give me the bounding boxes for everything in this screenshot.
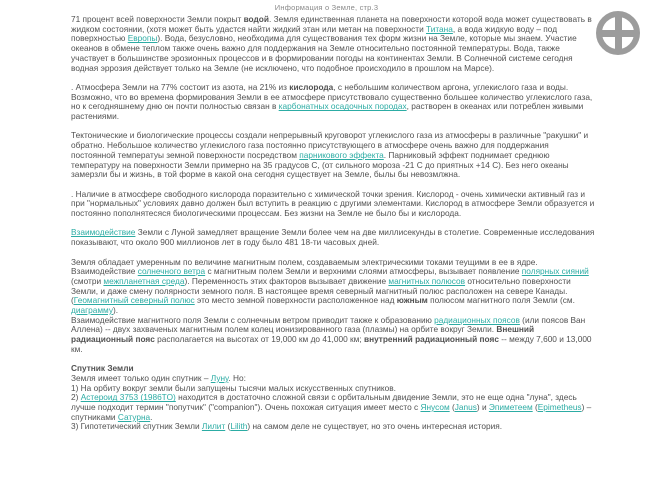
paragraph (71, 131, 595, 180)
text-run: (или поясов Ван Аллена) -- двух захваченых магнитным полем колец ионизированного газа (плазмы) на орбите вокруг Земли. (71, 314, 586, 335)
text-run: . Атмосфера Земли на 77% состоит из азота, на 21% из (71, 81, 290, 92)
text-run: располагается на высотах от 19,000 км до 41,000 км; (154, 334, 364, 345)
paragraph (71, 258, 595, 316)
text-run: ( (532, 402, 538, 413)
bold-text: кислорода (289, 81, 334, 92)
text-run: Тектонические и биологические процессы создали непрерывный круговорот углекислого газа из атмосферы в различные "ракушки" и обратно. Небольшое количество углекислого газа постоянно присутствующего в атмосфере очень важно для поддержания постоянной температуы земной поверхности посредством (71, 130, 589, 160)
hyperlink[interactable]: Европы (127, 33, 158, 44)
text-run: Земля обладает умеренным по величине магнитным полем, создаваемым электрическими токами теущими в ее в ядре. Взаимодействие (71, 256, 538, 277)
text-run: Взаимодействие магнитного поля Земли с солнечным ветром приводит также к образованию (71, 314, 435, 325)
paragraph (71, 83, 595, 122)
text-run: (смотри (71, 275, 104, 286)
bold-text: водой (243, 14, 269, 24)
hyperlink[interactable]: Epimetheus (537, 402, 582, 413)
text-run: , с небольшим количеством аргона, углекислого газа и воды. Возможно, что во времена формирования Земли в ее атмосфере присутствовало существенно большее количество углекислого газа, но к сегодняшнему дню он почти полностью связан в (71, 81, 593, 112)
text-run: 3) Гипотетический спутник Земли (71, 421, 202, 432)
text-run: ). Переменность этих факторов вызывает движение (184, 275, 389, 286)
hyperlink[interactable]: Титана (426, 23, 453, 34)
paragraph (71, 15, 595, 73)
text-run: ) и (476, 402, 489, 413)
hyperlink[interactable]: Взаимодействие (71, 227, 136, 238)
bold-text: Спутник Земли (71, 363, 134, 374)
document-body (71, 15, 595, 432)
paragraph (71, 190, 595, 219)
hyperlink[interactable]: Луну (210, 372, 229, 383)
text-run: ( (225, 421, 231, 432)
text-run: это место земной поверхности расположенное над (194, 295, 397, 306)
paragraph (71, 316, 595, 355)
paragraph (71, 422, 595, 432)
paragraph (71, 393, 595, 422)
text-run: находится в достаточно сложной связи с орбитальным двидение Земли, это не еще одна "луна", здесь лучше подходит термин "попутчик" ("companion"). Очень похожая ситуация имеет место с (71, 392, 577, 413)
text-run: ). (113, 305, 119, 316)
paragraph (71, 228, 595, 247)
text-run: Земля имеет только один спутник – (71, 372, 211, 383)
hyperlink[interactable]: диаграмму (71, 305, 113, 316)
hyperlink[interactable]: Геомагнитный северный полюс (73, 295, 195, 306)
text-run: 1) На орбиту вокруг земли были запущены тысячи малых искусственных спутников. (71, 382, 396, 393)
text-run: , растворен в океанах или потреблен живыми растениями. (71, 101, 584, 122)
text-run: -- между 7,600 и 13,000 км. (71, 334, 592, 354)
hyperlink[interactable]: Lilith (230, 421, 248, 432)
hyperlink[interactable]: парникового эффекта (299, 149, 384, 160)
hyperlink[interactable]: радиационных поясов (434, 314, 520, 325)
hyperlink[interactable]: полярных сияний (521, 266, 589, 277)
hyperlink[interactable]: карбонатных осадочных породах (278, 101, 407, 112)
earth-symbol-icon (596, 11, 640, 55)
bold-text: внутренний радиационный пояс (363, 334, 499, 345)
hyperlink[interactable]: Эпиметеем (488, 402, 533, 413)
text-run: ). Вода, безусловно, необходима для существования тех форм жизни на Земле, которые мы знаем. Участие океанов в обмене теплом также очень важно для поддержания на Земле относительно постоянной температуры. Вода, также участвует в большинстве эрозионных процессов и в формировании погоды на континентах Земли. В Солнечной системе сегодня водная эррозия действует только на Земле (не исключено, что подобное происходило в прошлом на Марсе). (71, 33, 577, 73)
hyperlink[interactable]: магнитных полюсов (388, 275, 466, 286)
hyperlink[interactable]: Янусом (420, 402, 450, 413)
text-run: , а вода жидкую воду – под поверхностью (71, 23, 558, 44)
hyperlink[interactable]: Астероид 3753 (1986TO) (80, 392, 176, 403)
text-run: . Земля единственная планета на поверхности которой вода может существовать в жидком состоянии, (хотя может быть удастся найти жидкий этан или метан на поверхности (71, 14, 592, 34)
hyperlink[interactable]: Лилит (201, 421, 226, 432)
hyperlink[interactable]: Janus (454, 402, 477, 413)
text-run: ) – спутниками (71, 402, 592, 422)
bold-text: южным (396, 295, 428, 306)
hyperlink[interactable]: межпланетная среда (103, 275, 185, 286)
text-run: . Но: (228, 372, 246, 383)
text-run: 71 процент всей поверхности Земли покрыт (71, 14, 244, 24)
text-run: . Наличие в атмосфере свободного кислорода поразительно с химической точки зрения. Кислород - очень химически активный газ и при "нормальных" условиях давно должен был вступить в реакцию с другими элементами. Кислород в атмосфере Земли образуется и постоянно пополнятесяся биологическими процессам. Без жизни на Земле не было бы и кислорода. (71, 188, 595, 219)
text-run: 2) (71, 392, 81, 403)
bold-text: Внешний радиационный пояс (71, 324, 535, 345)
earth-symbol-cross (600, 30, 636, 37)
text-run: . Парниковый эффект поднимает среднюю температуру на поверхности Земли примерно на 35 градусов С, (от сильного мороза -21 С до приятных +14 С). Без него океаны замерзли бы и жизнь, в той форме в какой она сегодня существует на Земле, былы бы невозмлжна. (71, 149, 569, 180)
text-run: . (150, 411, 153, 422)
hyperlink[interactable]: Сатурна (117, 411, 151, 422)
text-run: относительно поверхности Земли, и даже смену полярности земного поля. В настоящее время северный магнитный полюс расположен на севере Канады. ( (71, 275, 571, 306)
text-run: ( (449, 402, 455, 413)
hyperlink[interactable]: солнечного ветра (137, 266, 206, 277)
text-run: Земли с Луной замедляет вращение Земли более чем на две миллисекунды в столетие. Современные исследования показывают, что около 900 миллионов лет в году было 481 18-ти часовых дней. (71, 227, 595, 248)
text-run: с магнитным полем Земли и верхними слоями атмосферы, вызывает появление (205, 266, 522, 277)
page-title: Информация о Земле, стр.3 (274, 3, 379, 12)
text-run: ) на самом деле не существует, но это очень интересная история. (247, 421, 503, 432)
text-run: полюсом магнитного поля Земли (см. (427, 295, 575, 306)
